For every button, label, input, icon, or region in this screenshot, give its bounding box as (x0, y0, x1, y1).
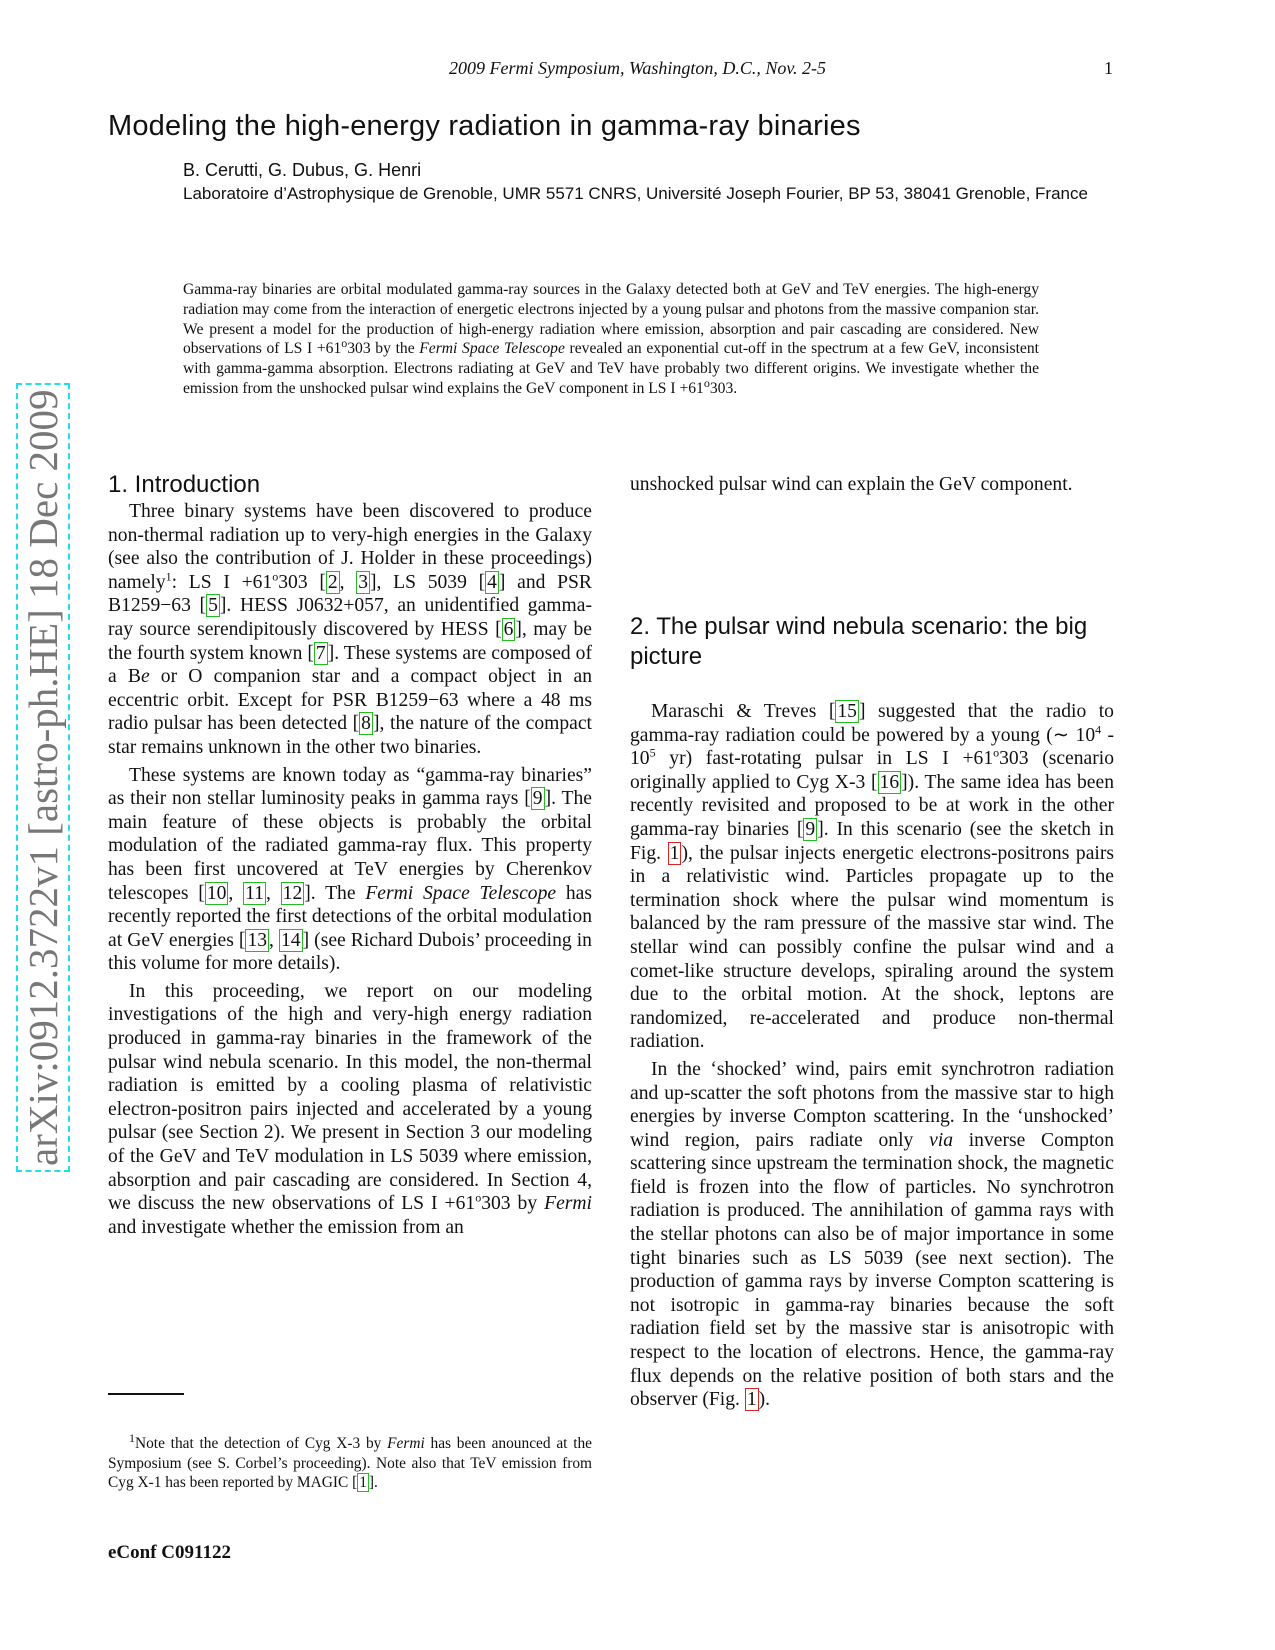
citation-link[interactable]: 9 (532, 788, 543, 810)
footnote (108, 1430, 592, 1493)
authors: B. Cerutti, G. Dubus, G. Henri (183, 160, 422, 180)
citation-link[interactable]: 16 (879, 771, 900, 793)
section2-paragraph-2: In the ‘shocked’ wind, pairs emit synchrotron radiation and up-scatter the soft photons from the massive star to high energies by inverse Compton scattering. In the ‘unshocked’ wind region, pairs radiate only via inverse Compton scattering since upstream the termination shock, the magnetic field is frozen into the flow of particles. No synchrotron radiation is produced. The annihilation of gamma rays with the stellar photons can also be of major importance in some tight binaries such as LS 5039 (see next section). The production of gamma rays by inverse Compton scattering is not isotropic in gamma-ray binaries because the soft radiation field set by the massive star is anisotropic with respect to the location of electrons. Hence, the gamma-ray flux depends on the relative position of both stars and the observer (Fig. 1 ). (630, 1058, 1114, 1411)
citation-link[interactable]: 7 (315, 642, 326, 664)
abstract-text: Gamma-ray binaries are orbital modulated gamma-ray sources in the Galaxy detected both at GeV and TeV energies. The high-energy radiation may come from the interaction of energetic electrons injected by a young pulsar and photons from the massive companion star. We present a model for the production of high-energy radiation where emission, absorption and pair cascading are considered. New observations of LS $I +61^o303$ by the Fermi Space Telescope revealed an exponential cut-off in the spectrum at a few GeV, inconsistent with gamma-gamma absorption. Electrons radiating at GeV and TeV have probably two different origins. We investigate whether the emission from the unshocked pulsar wind explains the GeV component in LS $I +61^o303$. (183, 281, 1039, 397)
footnote-mark[interactable]: 1 (165, 569, 172, 584)
figure-link[interactable]: 1 (669, 842, 680, 864)
intro-paragraph-3: In this proceeding, we report on our modeling investigations of the high and very-high energy radiation produced in gamma-ray binaries in the framework of the pulsar wind nebula scenario. In this model, the non-thermal radiation is emitted by a cooling plasma of relativistic electron-positron pairs injected and accelerated by a young pulsar (see Section 2). We present in Section 3 our modeling of the GeV and TeV modulation in LS 5039 where emission, absorption and pair cascading are considered. In Section 4, we discuss the new observations of LS $I +61^o303$ by Fermi and investigate whether the emission from an (108, 980, 592, 1238)
page-number: 1 (1104, 58, 1113, 78)
abstract (183, 280, 1039, 399)
citation-link[interactable]: 3 (358, 571, 369, 593)
fermi-space-telescope: Fermi Space Telescope (419, 340, 565, 358)
citation-link[interactable]: 10 (206, 882, 227, 904)
citation-link[interactable]: 15 (837, 701, 857, 722)
figure-link[interactable]: 1 (746, 1389, 757, 1411)
right-column-continuation: unshocked pulsar wind can explain the GeV component. (630, 474, 1073, 495)
citation-link[interactable]: 2 (327, 571, 338, 593)
citation-link[interactable]: 14 (281, 929, 301, 951)
intro-paragraph-1: Three binary systems have been discovered to produce non-thermal radiation up to very-high energies in the Galaxy (see also the contribution of J. Holder in these proceedings) namely$^1$: LS $I +61^o303$ [ 2 , 3 ], LS 5039 [ 4 ] and PSR B1259−63 [ 5 ]. HESS J0632+057, an unidentified gamma-ray source serendipitously discovered by HESS [ 6 ], may be the fourth system known [ 7 ]. These systems are composed of a Be or O companion star and a compact object in an eccentric orbit. Except for PSR B1259−63 where a 48 ms radio pulsar has been detected [ 8 ], the nature of the compact star remains unknown in the other two binaries. (108, 501, 592, 758)
citation-link[interactable]: 4 (487, 571, 497, 593)
conference-title: 2009 Fermi Symposium, Washington, D.C., Nov. 2-5 (449, 58, 826, 78)
footnote-text: $^1$Note that the detection of Cyg X-3 by Fermi has been anounced at the Symposium (see S. Corbel’s proceeding). Note also that TeV emission from Cyg X-1 has been reported by MAGIC [ 1 ]. (108, 1430, 592, 1492)
citation-link[interactable]: 11 (245, 882, 264, 904)
section-heading-pulsar-wind-nebula: 2. The pulsar wind nebula scenario: the big picture (630, 613, 1088, 670)
left-column (108, 500, 592, 1243)
right-column (630, 700, 1114, 1416)
footer-econf: eConf C091122 (108, 1542, 231, 1563)
footnote-divider (108, 1393, 184, 1395)
citation-link[interactable]: 12 (282, 882, 303, 904)
affiliation: Laboratoire d’Astrophysique de Grenoble, UMR 5571 CNRS, Université Joseph Fourier, BP 53, 38041 Grenoble, France (183, 184, 1088, 203)
section2-paragraph-1: Maraschi & Treves [ 15 ] suggested that the radio to gamma-ray radiation could be powered by a young (∼ $10^4 - 10^5$ yr) fast-rotating pulsar in LS $I +61^o303$ (scenario originally applied to Cyg X-3 [ 16 ]). The same idea has been recently revisited and proposed to be at work in the other gamma-ray binaries [ 9 ]. In this scenario (see the sketch in Fig. 1 ), the pulsar injects energetic electrons-positrons pairs in a relativistic wind. Particles propagate up to the termination shock where the pulsar wind momentum is balanced by the ram pressure of the massive star wind. The stellar wind can possibly confine the pulsar wind and a comet-like structure develops, spiraling around the system due to the orbital motion. At the shock, leptons are randomized, re-accelerated and produce non-thermal radiation. (630, 701, 1115, 1053)
section-heading-introduction: 1. Introduction (108, 471, 261, 498)
paper-title: Modeling the high-energy radiation in gamma-ray binaries (108, 110, 861, 142)
citation-link[interactable]: 13 (247, 929, 268, 951)
running-header (0, 58, 1275, 82)
citation-link[interactable]: 6 (503, 618, 514, 640)
arxiv-identifier-link[interactable]: arXiv:0912.3722v1 [astro-ph.HE] 18 Dec 2009 (16, 383, 70, 1172)
citation-link[interactable]: 1 (359, 1474, 367, 1492)
intro-paragraph-2: These systems are known today as “gamma-ray binaries” as their non stellar luminosity peaks in gamma rays [ 9 ]. The main feature of these objects is probably the orbital modulation of the radiated gamma-ray flux. This property has been first uncovered at TeV energies by Cherenkov telescopes [ 10 , 11 , 12 ]. The Fermi Space Telescope has recently reported the first detections of the orbital modulation at GeV energies [ 13 , 14 ] (see Richard Dubois’ proceeding in this volume for more details). (108, 764, 592, 975)
citation-link[interactable]: 9 (805, 818, 816, 840)
fermi-space-telescope: Fermi Space Telescope (365, 882, 557, 904)
citation-link[interactable]: 8 (361, 713, 371, 735)
citation-link[interactable]: 5 (208, 595, 218, 617)
